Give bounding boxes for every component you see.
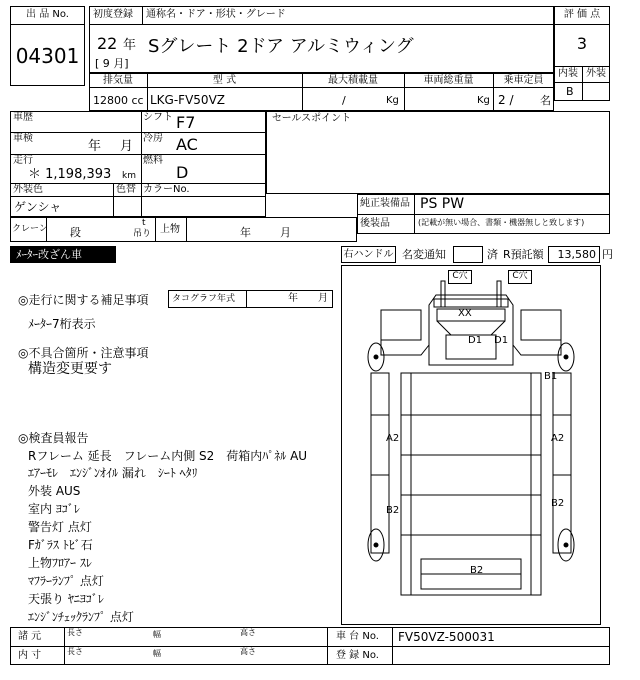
fuel-label: 燃料	[143, 155, 163, 166]
int-height-label: 高さ	[240, 647, 256, 656]
r-prep-label: R預託額	[503, 248, 544, 261]
report-line: 警告灯 点灯	[28, 520, 92, 534]
aircon-label: 冷房	[143, 133, 163, 144]
shift-value: F7	[176, 113, 196, 132]
equipment-value: PS PW	[420, 196, 465, 212]
eval-score: 3	[576, 34, 588, 53]
displacement-value: 12800 cc	[93, 94, 144, 107]
damage-mark: B2	[470, 565, 484, 576]
report-line: 室内 ﾖｺﾞﾚ	[28, 502, 80, 516]
model-code: LKG-FV50VZ	[150, 93, 225, 107]
running-note-label: ◎走行に関する補足事項	[18, 293, 149, 307]
chassis-number: FV50VZ-500031	[398, 630, 495, 644]
crane-label: クレーン	[12, 224, 48, 234]
running-note: ﾒｰﾀｰ7桁表示	[28, 317, 96, 331]
damage-mark: D1	[494, 335, 509, 346]
damage-mark: A2	[386, 433, 400, 444]
defect-label: ◎不具合箇所・注意事項	[18, 346, 149, 360]
damage-mark: B2	[551, 498, 565, 509]
r-prep-value: 13,580	[557, 248, 596, 261]
int-width-label: 幅	[153, 649, 161, 658]
color-value: ゲンシャ	[14, 200, 62, 214]
yen-unit: 円	[602, 248, 613, 261]
model-name: Sグレート 2ドア アルミウィング	[148, 36, 414, 57]
mileage-value: ＊ 1,198,393	[28, 167, 112, 182]
reg-month: [ 9 月]	[95, 57, 129, 70]
dims-length-label: 長さ	[67, 628, 83, 637]
damage-mark: XX	[458, 308, 472, 319]
tacho-year: 年	[288, 293, 298, 304]
history-label: 車歴	[13, 112, 33, 123]
crane-hook-label: 吊り	[133, 229, 152, 239]
max-load-unit: Kg	[386, 95, 399, 106]
dims-label: 諸 元	[18, 631, 42, 642]
report-line: 上物ﾌﾛｱｰ ｽﾚ	[28, 556, 92, 570]
color-change-label: 色替	[116, 184, 136, 195]
inspector-label: ◎検査員報告	[18, 431, 89, 445]
damage-mark: B2	[386, 505, 400, 516]
report-line: ﾏﾌﾗｰﾗﾝﾌﾟ 点灯	[28, 574, 104, 588]
crane-stage: 段	[70, 226, 81, 239]
report-line: Fｶﾞﾗｽ ﾄﾋﾞ石	[28, 538, 93, 552]
max-load-value: /	[342, 94, 346, 107]
c-hole-left-label: C穴	[452, 271, 468, 281]
report-line: ｴｱｰﾓﾚ ｴﾝｼﾞﾝｵｲﾙ 漏れ ｼｰﾄ ﾍﾀﾘ	[28, 466, 198, 480]
name-change-value: 済	[487, 248, 498, 261]
crane-hook-unit: t	[142, 218, 146, 228]
fuel-value: D	[176, 163, 189, 182]
defect-note: 構造変更要す	[28, 361, 112, 377]
exterior-label: 外装	[586, 68, 606, 79]
reg-year-unit: 年	[123, 38, 137, 53]
report-line: 外装 AUS	[28, 484, 81, 498]
name-change-label: 名変通知	[402, 248, 446, 261]
registration-label: 登 録 No.	[336, 650, 379, 661]
gross-weight-label: 車両総重量	[423, 75, 474, 86]
dims-width-label: 幅	[153, 630, 161, 639]
upper-label: 上物	[160, 224, 180, 235]
crane-row	[10, 217, 357, 242]
aircon-value: AC	[176, 135, 198, 154]
gross-weight-unit: Kg	[477, 95, 490, 106]
damage-mark: D1	[468, 335, 483, 346]
capacity-value: 2 /	[498, 93, 514, 107]
interior-value: B	[566, 85, 574, 98]
shift-label: シフト	[143, 112, 173, 123]
inspection-year: 年	[88, 139, 102, 154]
int-length-label: 長さ	[67, 647, 83, 656]
inspection-label: 車検	[13, 133, 33, 144]
lot-number: 04301	[15, 44, 80, 68]
mileage-label: 走行	[13, 155, 33, 166]
meter-tamper-text: ﾒｰﾀｰ改ざん車	[16, 248, 82, 261]
color-no-label: カラーNo.	[143, 184, 190, 195]
right-handle-text: 右ハンドル	[343, 249, 394, 260]
eval-label: 評 価 点	[563, 9, 601, 20]
mileage-unit: km	[122, 171, 136, 181]
chassis-label: 車 台 No.	[336, 631, 379, 642]
c-hole-right-label: C穴	[512, 271, 528, 281]
damage-mark: A2	[551, 433, 565, 444]
upper-month: 月	[280, 226, 291, 239]
max-load-label: 最大積載量	[328, 75, 378, 86]
interior-dims-label: 内 寸	[18, 650, 42, 661]
report-line: 天張り ﾔﾆﾖｺﾞﾚ	[28, 592, 104, 606]
equipment-label: 純正装備品	[360, 198, 410, 209]
capacity-label: 乗車定員	[503, 75, 544, 86]
sales-point-label: セールスポイント	[272, 113, 352, 124]
damage-mark: B1	[544, 371, 558, 382]
aftermarket-note: (記載が無い場合、書類・機器無しと致します)	[418, 218, 585, 227]
reg-year: 22	[97, 34, 118, 53]
capacity-unit: 名	[540, 94, 551, 107]
name-label: 通称名・ドア・形状・グレード	[146, 9, 286, 20]
color-label: 外装色	[13, 184, 43, 195]
tacho-month: 月	[318, 293, 328, 304]
upper-year: 年	[240, 226, 251, 239]
dims-height-label: 高さ	[240, 628, 256, 637]
report-line: ｴﾝｼﾞﾝﾁｪｯｸﾗﾝﾌﾟ 点灯	[28, 610, 134, 624]
aftermarket-label: 後装品	[360, 218, 390, 229]
report-line: Rフレーム 延長 フレーム内側 S2 荷箱内ﾊﾟﾈﾙ AU	[28, 449, 308, 463]
model-label: 型 式	[212, 75, 237, 86]
displacement-label: 排気量	[103, 75, 133, 86]
inspection-month: 月	[120, 139, 134, 154]
name-change-box	[453, 246, 483, 263]
interior-label: 内装	[558, 68, 578, 79]
lot-label: 出 品 No.	[26, 9, 69, 20]
first-reg-label: 初度登録	[93, 9, 133, 20]
tacho-label: タコグラフ年式	[172, 294, 236, 304]
